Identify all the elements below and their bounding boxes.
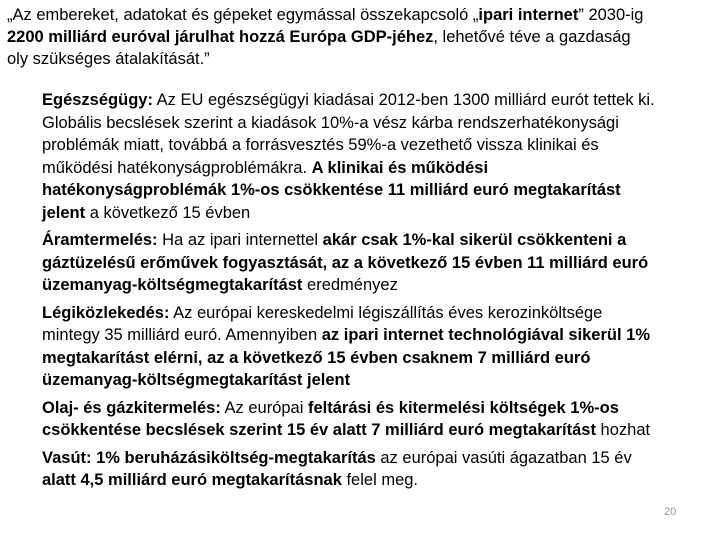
text-line <box>42 397 655 420</box>
text-line <box>42 419 655 442</box>
text-line <box>42 89 655 112</box>
bold-text: Légiközlekedés: <box>42 303 170 322</box>
bold-text: feltárási és kitermelési költségek 1%-os <box>307 398 619 417</box>
text: az európai vasúti ágazatban 15 év <box>375 448 632 467</box>
text-line <box>42 229 655 252</box>
bold-text: üzemanyag-költségmegtakarítást jelent <box>42 371 351 389</box>
bold-text: megtakarítást elérni, az a következő 15 évben csaknem 7 milliárd euró <box>42 348 591 367</box>
text: felel meg. <box>341 471 419 489</box>
sector-paragraph <box>42 397 655 442</box>
text: működési hatékonyságproblémákra. <box>42 158 312 177</box>
page-number: 20 <box>664 506 677 518</box>
text-line <box>42 157 655 180</box>
text-line <box>42 252 655 275</box>
text: Az európai kereskedelmi légiszállítás éves kerozinköltsége <box>169 303 603 322</box>
text: „Az embereket, adatokat és gépeket egymással összekapcsoló „ <box>7 6 479 24</box>
text-line <box>42 324 655 347</box>
text: , lehetővé téve a gazdaság <box>433 28 631 46</box>
sector-paragraph <box>42 302 655 392</box>
text: Az EU egészségügyi kiadásai 2012-ben 1300 milliárd eurót tettek ki. <box>152 91 655 109</box>
text-line <box>42 112 655 135</box>
text: Az európai <box>220 398 308 417</box>
bold-text: üzemanyag-költségmegtakarítást <box>42 276 303 294</box>
text-line <box>7 26 643 48</box>
bold-text: A klinikai és működési <box>311 158 489 177</box>
bold-text: Olaj- és gázkitermelés: <box>42 398 221 417</box>
text: Globális becslések szerint a kiadások 10%-a vész kárba rendszerhatékonysági <box>42 113 619 132</box>
text-line <box>42 274 655 297</box>
text: mintegy 35 milliárd euró. Amennyiben <box>42 326 322 344</box>
text-line <box>42 179 655 202</box>
text: Ha az ipari internettel <box>157 231 323 249</box>
text-line <box>7 48 643 70</box>
bold-text: hatékonyságproblémák 1%-os csökkentése 11 milliárd euró megtakarítást <box>42 181 621 199</box>
sector-paragraph <box>42 89 655 224</box>
text: eredményez <box>302 276 398 294</box>
intro-quote <box>7 4 643 70</box>
sector-paragraph <box>42 447 655 492</box>
text-line <box>42 302 655 325</box>
bold-text: Vasút: 1% beruházásiköltség-megtakarítás <box>42 448 376 467</box>
bold-text: csökkentése becslések szerint 15 év alatt 7 milliárd euró megtakarítást <box>42 421 596 439</box>
text-line <box>42 447 655 470</box>
text: hozhat <box>595 421 651 439</box>
bold-text: ipari internet <box>478 6 579 24</box>
bold-text: Egészségügy: <box>42 91 153 109</box>
text-line <box>42 347 655 370</box>
text-line <box>42 202 655 225</box>
text: oly szükséges átalakítását.” <box>7 50 210 68</box>
text-line <box>42 469 655 492</box>
sector-paragraphs <box>42 89 655 497</box>
bold-text: alatt 4,5 milliárd euró megtakarításnak <box>42 471 342 489</box>
text-line <box>42 369 655 392</box>
text: problémák miatt, továbbá a forrásvesztés 59%-a vezethető vissza klinikai és <box>42 136 599 154</box>
text: a következő 15 évben <box>85 203 251 222</box>
bold-text: Áramtermelés: <box>42 231 158 249</box>
text: ” 2030-ig <box>578 6 644 24</box>
bold-text: akár csak 1%-kal sikerül csökkenteni a <box>322 231 627 249</box>
bold-text: az ipari internet technológiával sikerül 1% <box>321 326 651 344</box>
text-line <box>7 4 643 26</box>
text-line <box>42 134 655 157</box>
bold-text: 2200 milliárd euróval járulhat hozzá Európa GDP-jéhez <box>7 28 434 46</box>
bold-text: jelent <box>42 203 86 222</box>
sector-paragraph <box>42 229 655 297</box>
bold-text: gáztüzelésű erőművek fogyasztását, az a következő 15 évben 11 milliárd euró <box>42 253 649 272</box>
